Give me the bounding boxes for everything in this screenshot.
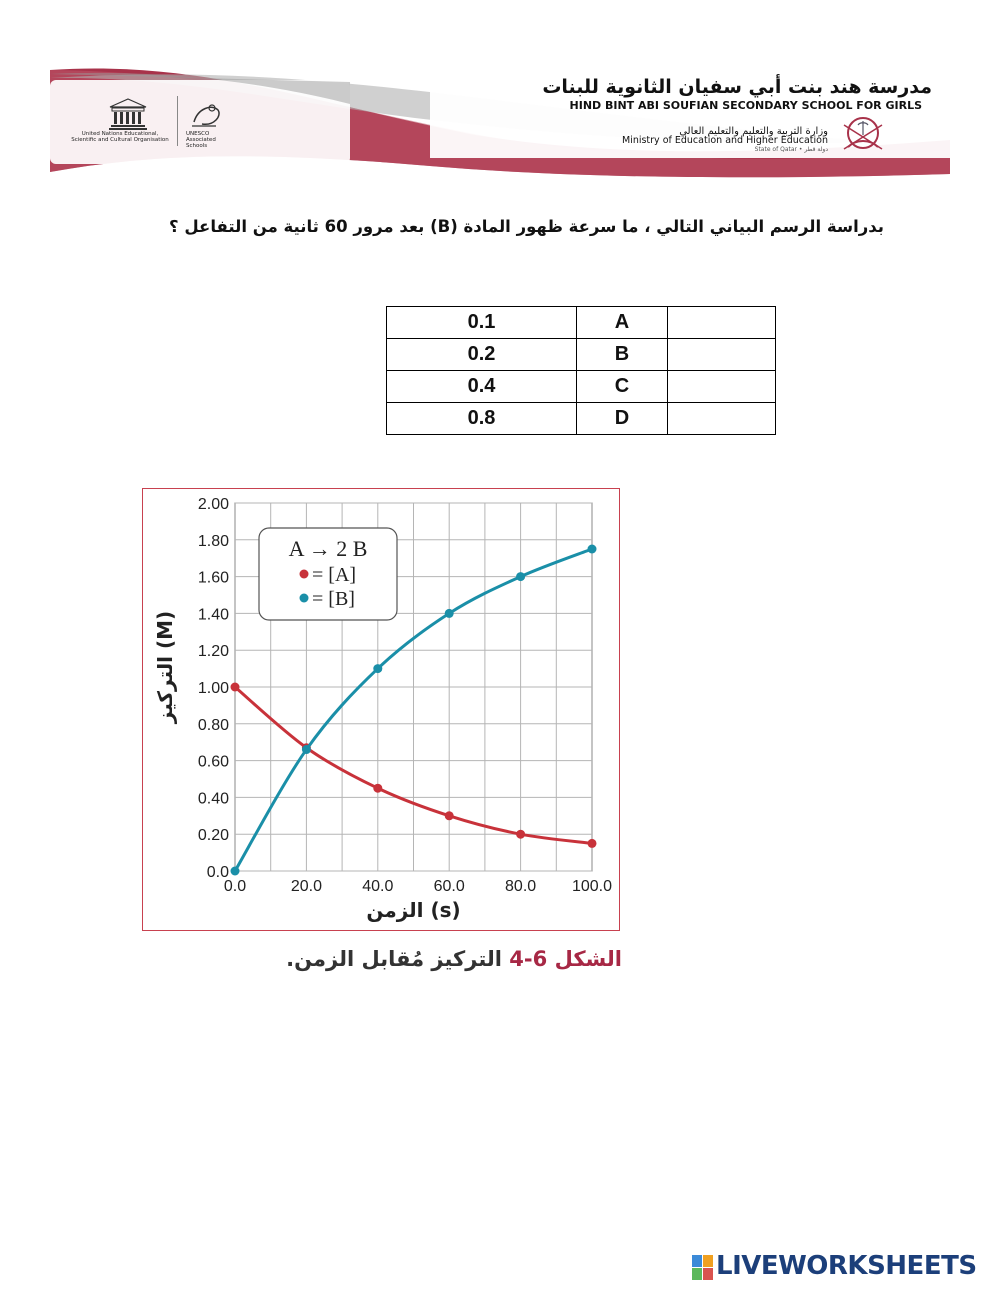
legend-marker [300, 570, 309, 579]
data-point-0 [516, 830, 525, 839]
data-point-1 [302, 745, 311, 754]
y-tick-label: 0.60 [197, 753, 229, 771]
x-tick-label: 80.0 [505, 878, 537, 895]
data-point-0 [445, 811, 454, 820]
option-row [387, 371, 776, 403]
legend-label: = [A] [312, 564, 357, 586]
qatar-emblem-icon [838, 113, 888, 155]
school-name-english: HIND BINT ABI SOUFIAN SECONDARY SCHOOL FOR GIRLS [569, 99, 922, 112]
data-point-0 [588, 839, 597, 848]
answer-cell[interactable] [668, 371, 776, 403]
logo-separator [177, 96, 178, 146]
caption-title: التركيز مُقابل الزمن. [286, 947, 502, 971]
y-tick-label: 1.60 [197, 569, 229, 587]
x-tick-label: 100.0 [571, 878, 613, 895]
answer-cell[interactable] [668, 307, 776, 339]
option-value: 0.8 [387, 403, 577, 435]
option-letter: D [577, 403, 668, 435]
option-row [387, 307, 776, 339]
ministry-name-arabic: وزارة التربية والتعليم والتعليم العالي [679, 126, 828, 137]
option-value: 0.2 [387, 339, 577, 371]
data-point-0 [231, 683, 240, 692]
y-tick-label: 0.20 [197, 827, 229, 845]
associated-schools-icon [188, 100, 224, 130]
option-letter: C [577, 371, 668, 403]
ministry-state-label: State of Qatar • دولة قطر [754, 146, 828, 153]
answer-cell[interactable] [668, 403, 776, 435]
option-letter: A [577, 307, 668, 339]
liveworksheets-brand: LIVEWORKSHEETS [716, 1251, 977, 1281]
x-tick-label: 20.0 [290, 878, 322, 895]
y-tick-label: 0.80 [197, 716, 229, 734]
y-tick-label: 1.80 [197, 532, 229, 550]
y-tick-label: 0.0 [206, 864, 229, 881]
data-point-1 [373, 664, 382, 673]
liveworksheets-logo-icon [692, 1255, 714, 1281]
x-tick-label: 40.0 [362, 878, 394, 895]
x-tick-label: 0.0 [223, 878, 247, 895]
question-text: بدراسة الرسم البياني التالي ، ما سرعة ظهور المادة (B) بعد مرور 60 ثانية من التفاعل ؟ [169, 217, 884, 236]
option-row [387, 403, 776, 435]
concentration-time-chart [142, 488, 620, 931]
y-tick-label: 1.40 [197, 606, 229, 624]
school-name-arabic: مدرسة هند بنت أبي سفيان الثانوية للبنات [542, 76, 932, 98]
option-value: 0.1 [387, 307, 577, 339]
x-tick-label: 60.0 [433, 878, 465, 895]
unesco-caption: United Nations Educational, Scientific and Cultural Organisation [71, 131, 169, 143]
y-tick-label: 2.00 [197, 496, 229, 513]
y-tick-label: 1.20 [197, 643, 229, 661]
answer-options-table [386, 306, 776, 435]
legend-label: = [B] [312, 588, 355, 610]
data-point-1 [588, 545, 597, 554]
figure-caption [286, 947, 622, 971]
data-point-1 [445, 609, 454, 618]
caption-prefix: الشكل [554, 947, 622, 971]
y-tick-label: 0.40 [197, 790, 229, 808]
data-point-1 [516, 572, 525, 581]
assoc-caption: UNESCO Associated Schools [186, 131, 216, 149]
option-row [387, 339, 776, 371]
x-axis-label: الزمن (s) [366, 898, 461, 922]
legend-title: A → 2 B [288, 536, 368, 561]
option-value: 0.4 [387, 371, 577, 403]
option-letter: B [577, 339, 668, 371]
data-point-1 [231, 867, 240, 876]
answer-cell[interactable] [668, 339, 776, 371]
data-point-0 [373, 784, 382, 793]
ministry-name-english: Ministry of Education and Higher Education [621, 135, 828, 146]
y-axis-label: التركيز (M) [153, 610, 177, 724]
legend-marker [300, 594, 309, 603]
y-tick-label: 1.00 [197, 680, 229, 697]
caption-number: 6-4 [509, 947, 548, 971]
unesco-temple-logo [108, 98, 148, 130]
